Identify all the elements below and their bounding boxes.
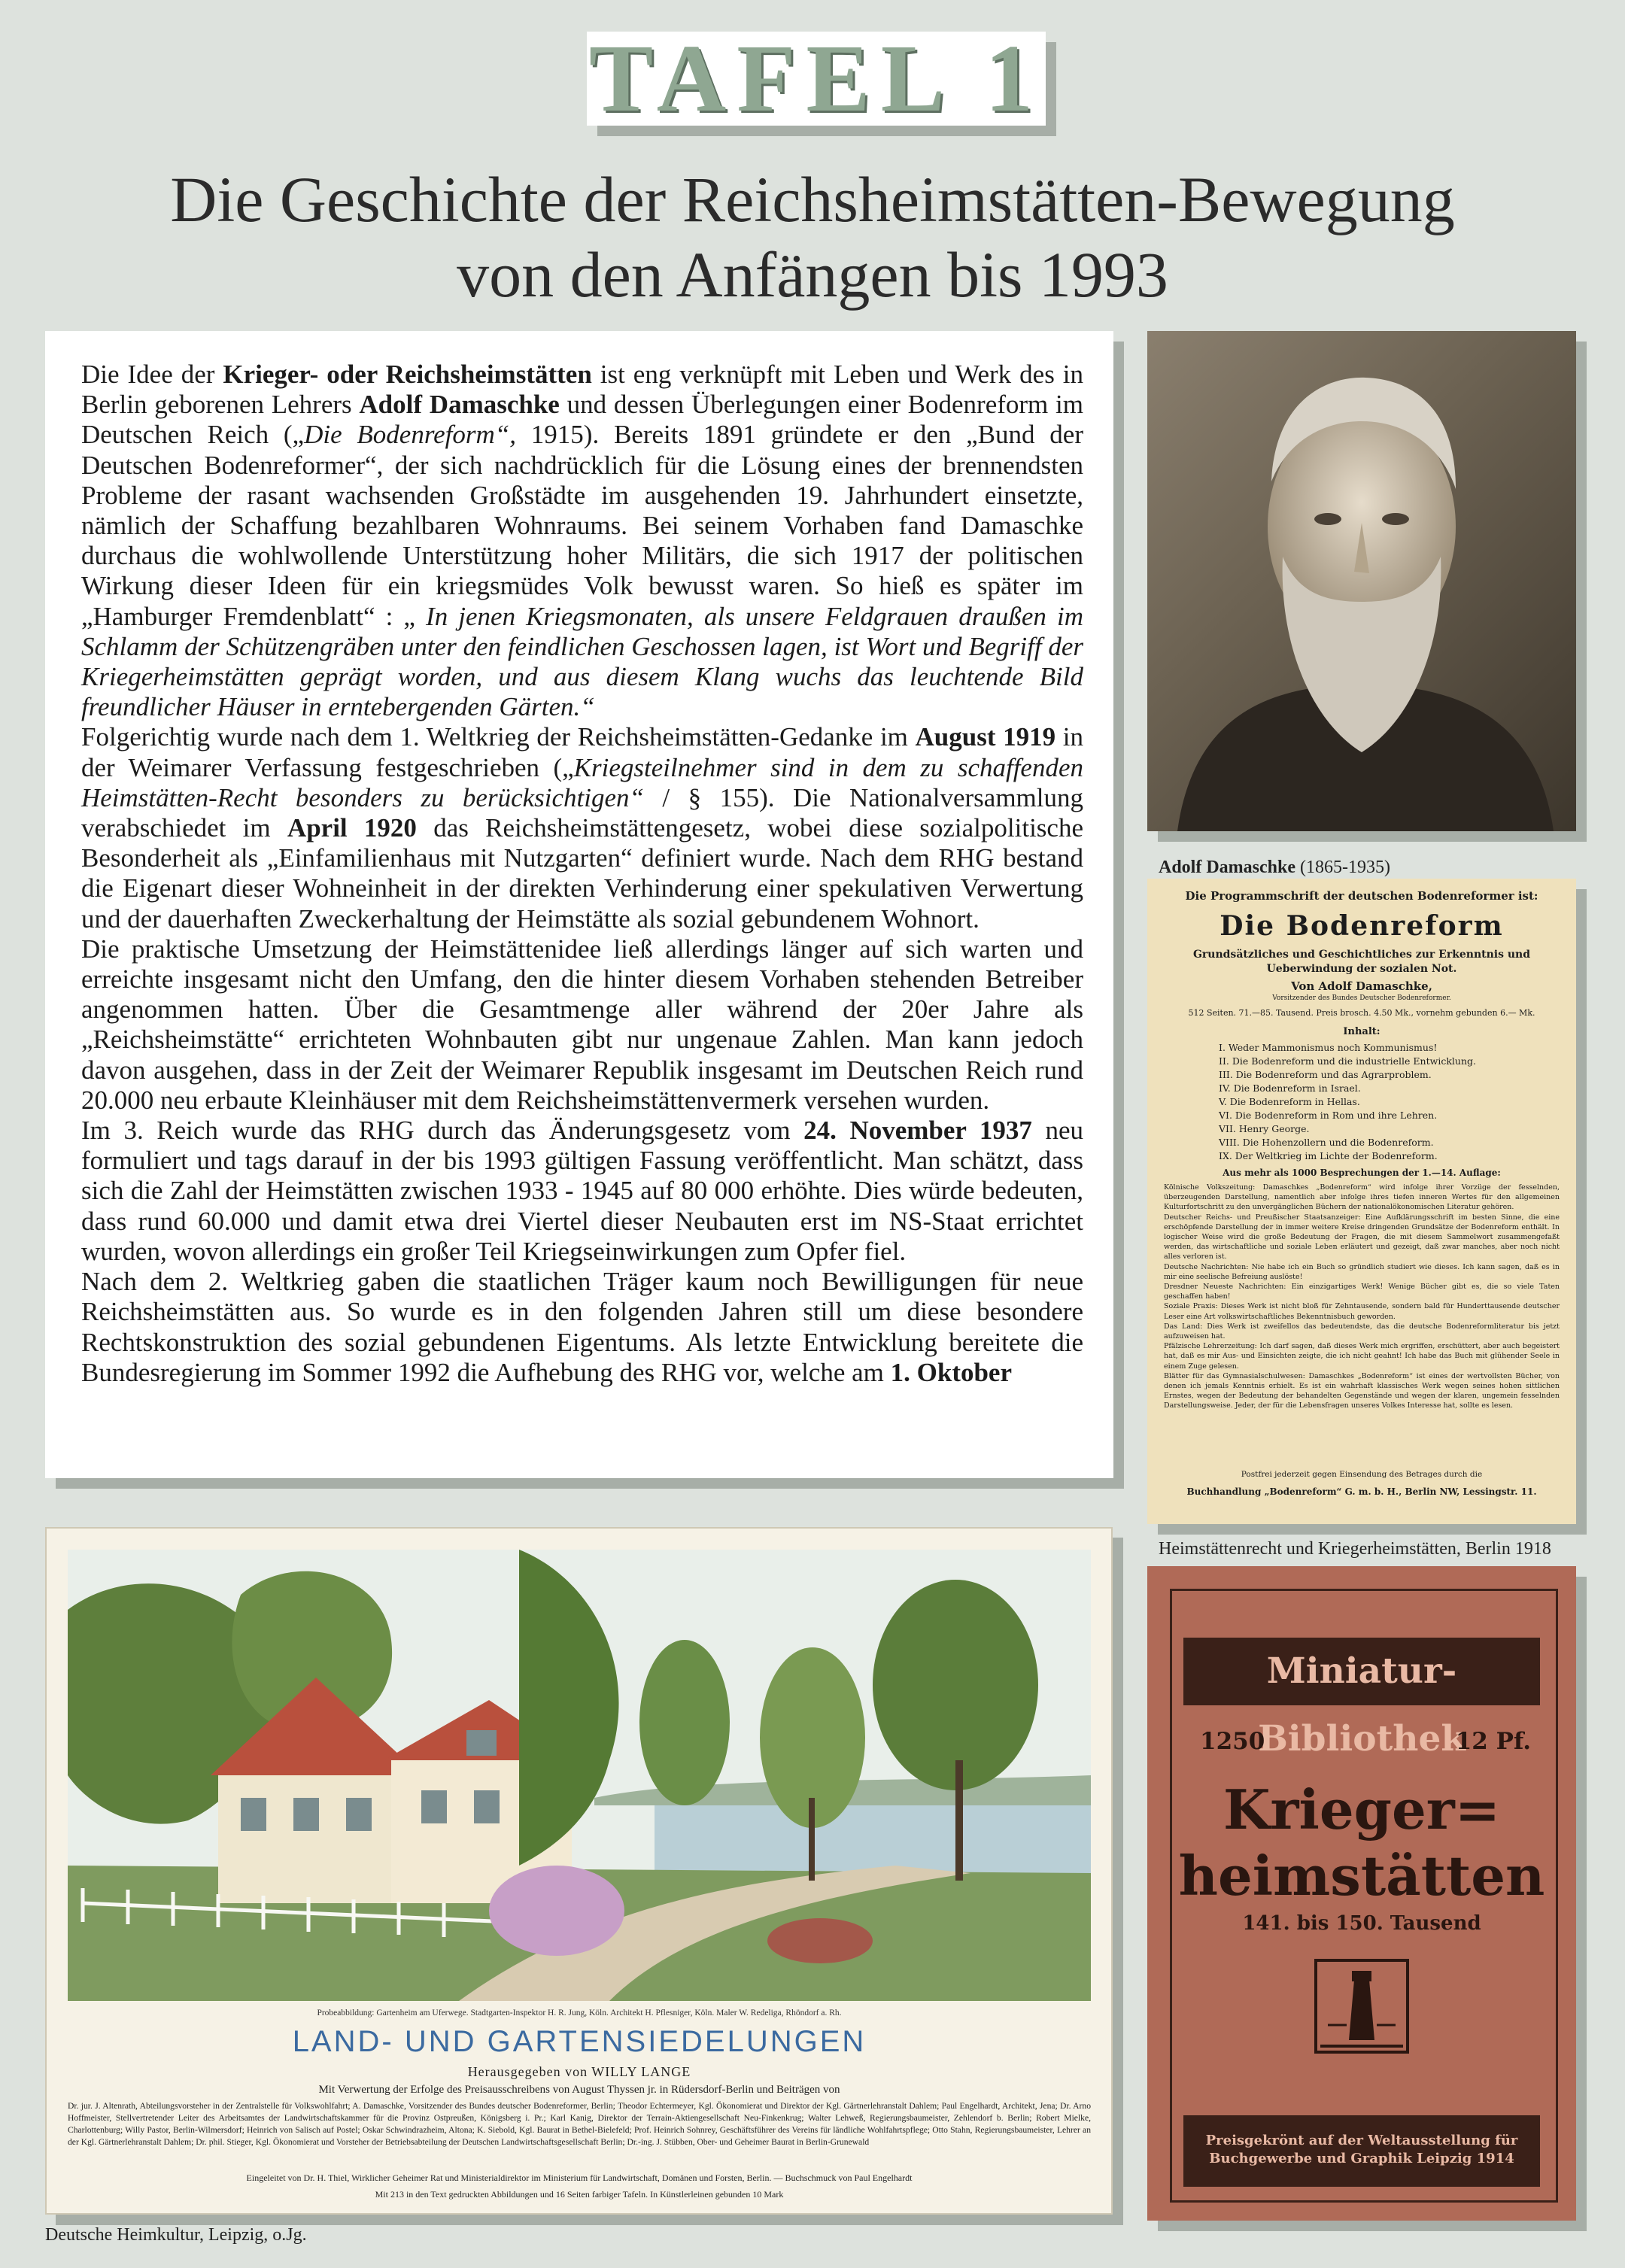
land-title: LAND- UND GARTENSIEDELUNGEN [292,2025,867,2058]
krieger-heimstaetten-booklet [1147,1566,1576,2221]
portrait-photo [1147,331,1576,831]
history-text-box [45,331,1113,1478]
booklet-number: 1250 [1200,1728,1265,1755]
doc-reviews-heading: Aus mehr als 1000 Besprechungen der 1.—14. Auflage: [1223,1167,1501,1178]
doc-footer-1: Postfrei jederzeit gegen Einsendung des Betrages durch die [1241,1470,1483,1479]
plate-caption: Probeabbildung: Gartenheim am Uferwege. Stadtgarten-Inspektor H. R. Jung, Köln. Architekt H. Pflesniger, Köln. Maler W. Redeliga, Rhöndorf a. Rh. [317,2008,842,2018]
land-subline: Mit Verwertung der Erfolge des Preisausschreibens von August Thyssen jr. in Rüdersdorf-Berlin und Beiträgen von [318,2084,840,2096]
booklet-title: Krieger= heimstätten [1178,1778,1545,1908]
land-editor: Herausgegeben von WILLY LANGE [467,2064,691,2079]
booklet-edition: 141. bis 150. Tausend [1242,1912,1481,1935]
land-contributors: Dr. jur. J. Altenrath, Abteilungsvorsteher in der Zentralstelle für Volkswohlfahrt; A. Damaschke, Vorsitzender des Bundes deutscher Bodenreformer, Berlin; Theodor Echtermeyer, Kgl. Ökonomierat und Direktor der Kgl. Gärtnerlehranstalt Dahlem; Paul Engelhardt, Architekt, Jena; Dr. Arno Hoffmeister, Stellvertretender Leiter des Arbeitsamtes der Landwirtschaftskammer für die Provinz Ostpreußen, Königsberg i. Pr.; Karl Kanig, Direktor der Terrain-Aktiengesellschaft Neu-Finkenkrug; Walter Lehweß, Regierungsbaumeister, Zehlendorf b. Berlin; Robert Mielke, Charlottenburg; Willy Pastor, Berlin-Wilmersdorf; Heinrich von Salisch auf Postel; Oskar Schwindrazheim, Altona; K. Siebold, Kgl. Baurat in Bethel-Bielefeld; Prof. Heinrich Sohnrey, Geschäftsführer des Vereins für ländliche Wohlfahrtspflege; Otto Stahn, Regierungsbaumeister, Lehrer an der Kgl. Gärtnerlehranstalt Dahlem; Dr. phil. Stieger, Kgl. Ökonomierat und Vorsteher der Betriebsabteilung der Deutschen Landwirtschaftsgesellschaft Berlin; Dr.-ing. J. Stübben, Ober- und Geheimer Baurat in Berlin-Grunewald [68,2101,1091,2147]
garden-house-illustration [68,1550,1091,2001]
paragraph-4: Im 3. Reich wurde das RHG durch das Änderungsgesetz vom 24. November 1937 neu formuliert und tags darauf in der bis 1993 gültigen Fassung veröffentlicht. Man schätzt, dass sich die Zahl der Heimstätten zwischen 1933 - 1945 auf 80 000 erhöhte. Dies würde bedeuten, dass rund 60.000 und damit etwa drei Viertel dieser Neubauten erst im NS-Staat errichtet wurden, wovon allerdings ein großer Teil Kriegseinwirkungen zum Opfer fiel. [81,1116,1083,1266]
booklet-price: 12 Pf. [1455,1728,1531,1755]
history-text [81,360,1083,1388]
land-caption: Deutsche Heimkultur, Leipzig, o.Jg. [45,2225,307,2245]
tafel-label: TAFEL 1 [587,32,1046,126]
booklet-footer: Preisgekrönt auf der Weltausstellung für Buchgewerbe und Graphik Leipzig 1914 [1183,2115,1540,2187]
doc-toc-heading: Inhalt: [1343,1026,1380,1037]
doc-footer-2: Buchhandlung „Bodenreform“ G. m. b. H., Berlin NW, Lessingstr. 11. [1186,1486,1537,1497]
doc-title: Die Bodenreform [1220,910,1504,942]
land-gartensiedelungen-plate [45,1527,1113,2215]
title-line-2: von den Anfängen bis 1993 [457,238,1168,311]
bodenreform-document [1147,879,1576,1524]
garden-scene [68,1550,1091,2001]
booklet-series: Miniatur-Bibliothek [1183,1638,1540,1705]
bodenreform-caption: Heimstättenrecht und Kriegerheimstätten, Berlin 1918 [1159,1539,1551,1559]
portrait-caption: Adolf Damaschke (1865-1935) [1159,858,1390,877]
doc-subtitle: Grundsätzliches und Geschichtliches zur Erkenntnis und Ueberwindung der sozialen Not. [1192,949,1531,975]
doc-edition: 512 Seiten. 71.—85. Tausend. Preis brosch. 4.50 Mk., vornehm gebunden 6.— Mk. [1188,1008,1535,1018]
doc-toc: I. Weder Mammonismus noch Kommunismus! II. Die Bodenreform und die industrielle Entwicklung. III. Die Bodenreform und das Agrarproblem. IV. Die Bodenreform in Israel. V. Die Bodenreform in Hellas. VI. Die Bodenreform in Rom und ihre Lehren. VII. Henry George. VIII. Die Hohenzollern und die Bodenreform. IX. Der Weltkrieg im Lichte der Bodenreform. [1219,1042,1476,1161]
doc-reviews: Kölnische Volkszeitung: Damaschkes „Bodenreform“ wird infolge ihrer Vorzüge der fesselnden, überzeugenden Darstellung, namentlich aber infolge ihres tiefen inneren Wertes für den allgemeinen Kulturfortschritt zu den unvergänglichen Büchern der nationalökonomischen Literatur gehören. Deutscher Reichs- und Preußischer Staatsanzeiger: Eine Aufklärungsschrift im besten Sinne, die eine erschöpfende Darstellung der in immer weitere Kreise dringenden Grundsätze der Bodenreform enthält. In logischer Weise wird die große Bedeutung der Fragen, die mit diesem Sammelwort zusammengefaßt werden, das wirtschaftliche und soziale Leben erläutert und gezeigt, daß zwar manches, aber noch nicht alles verloren ist. Deutsche Nachrichten: Nie habe ich ein Buch so gründlich studiert wie dieses. Ich kann sagen, daß es in mir eine seelische Befreiung auslöste! Dresdner Neueste Nachrichten: Ein einzigartiges Werk! Wenige Bücher gibt es, die so viele Taten geschaffen haben! Soziale Praxis: Dieses Werk ist nicht bloß für Zehntausende, sondern bald für Hunderttausende deutscher Leser eine Art volkswirtschaftliches Bekenntnisbuch geworden. Das Land: Dies Werk ist zweifellos das bedeutendste, das die deutsche Bodenreformliteratur bis jetzt aufzuweisen hat. Pfälzische Lehrerzeitung: Ich darf sagen, daß dieses Werk mich ergriffen, erschüttert, aber auch begeistert hat, daß es mir Aus- und Einsichten zeigte, die ich nicht geahnt! Ich habe das Buch mit glühender Seele in einem Zuge gelesen. Blätter für das Gymnasialschulwesen: Damaschkes „Bodenreform“ ist eines der wertvollsten Bücher, von denen ich jemals Kenntnis erhielt. Es ist ein wahrhaft klassisches Werk wegen seines hohen sittlichen Ernstes, wegen der Bedeutung der behandelten Gegenstände und wegen der klaren, ungemein fesselnden Darstellungsweise. Jeder, der für die Lebensfragen unseres Volkes Interesse hat, sollte es lesen. [1164,1183,1560,1410]
paragraph-1: Die Idee der Krieger- oder Reichsheimstätten ist eng verknüpft mit Leben und Werk des in Berlin geborenen Lehrers Adolf Damaschke und dessen Überlegungen einer Bodenreform im Deutschen Reich („Die Bodenreform“, 1915). Bereits 1891 gründete er den „Bund der Deutschen Bodenreformer“, der sich nachdrücklich für die Lösung eines der brennendsten Probleme der rasant wachsenden Großstädte im ausgehenden 19. Jahrhundert einsetzte, nämlich der Schaffung bezahlbaren Wohnraums. Bei seinem Vorhaben fand Damaschke durchaus die wohlwollende Unterstützung hoher Militärs, die sich 1917 der politischen Wirkung dieser Ideen für ein kriegsmüdes Volk bewusst waren. So hieß es später im „Hamburger Fremdenblatt“ : „ In jenen Kriegsmonaten, als unsere Feldgrauen draußen im Schlamm der Schützengräben unter den feindlichen Geschossen lagen, ist Wort und Begriff der Kriegerheimstätten geprägt worden, und aus diesem Klang wuchs das leuchtende Bild freundlicher Häuser in erntebergenden Gärten.“ [81,360,1084,722]
title-line-1: Die Geschichte der Reichsheimstätten-Bewegung [170,163,1455,235]
paragraph-2: Folgerichtig wurde nach dem 1. Weltkrieg der Reichsheimstätten-Gedanke im August 1919 in der Weimarer Verfassung festgeschrieben („Kriegsteilnehmer sind in dem zu schaffenden Heimstätten-Recht besonders zu berücksichtigen“ / § 155). Die Nationalversammlung verabschiedet im April 1920 das Reichsheimstättengesetz, wobei diese sozialpolitische Besonderheit als „Einfamilienhaus mit Nutzgarten“ definiert wurde. Nach dem RHG bestand die Eigenart dieser Wohneinheit in der direkten Verhinderung einer spekulativen Verwertung und der dauerhaften Zweckerhaltung der Heimstätte als sozial gebundenem Wohnort. [81,722,1083,934]
paragraph-3: Die praktische Umsetzung der Heimstättenidee ließ allerdings länger auf sich warten und erreichte insgesamt nicht den Umfang, den die hinter diesem Vorhaben stehenden Betreiber angenommen hatten. Über die Gesamtmenge aller während der 20er Jahre als „Reichsheimstätte“ errichteten Wohnbauten gibt nur ungenaue Zahlen. Man kann jedoch davon ausgehen, dass in der Zeit der Weimarer Republik insgesamt im Deutschen Reich rund 20.000 neu erbaute Kleinhäuser mit dem Reichsheimstättenvermerk versehen wurden. [81,934,1083,1115]
page-title [0,162,1625,312]
doc-author: Von Adolf Damaschke, [1291,979,1432,993]
land-footer: Mit 213 in den Text gedruckten Abbildungen und 16 Seiten farbiger Tafeln. In Künstlerleinen gebunden 10 Mark [375,2189,784,2200]
paragraph-5: Nach dem 2. Weltkrieg gaben die staatlichen Träger kaum noch Bewilligungen für neue Reichsheimstätten aus. So wurde es in den folgenden Jahren still um diese besondere Rechtskonstruktion des sozial gebundenen Eigentums. Als letzte Entwicklung bereitete die Bundesregierung im Sommer 1992 die Aufhebung des RHG vor, welche am 1. Oktober [81,1267,1083,1387]
lighthouse-emblem-icon [1313,1957,1411,2055]
doc-author-sub: Vorsitzender des Bundes Deutscher Bodenreformer. [1272,994,1451,1002]
portrait-illustration [1147,331,1576,831]
doc-heading: Die Programmschrift der deutschen Bodenreformer ist: [1185,889,1538,903]
land-intro: Eingeleitet von Dr. H. Thiel, Wirklicher Geheimer Rat und Ministerialdirektor im Ministerium für Landwirtschaft, Domänen und Forsten, Berlin. — Buchschmuck von Paul Engelhardt [246,2172,913,2183]
